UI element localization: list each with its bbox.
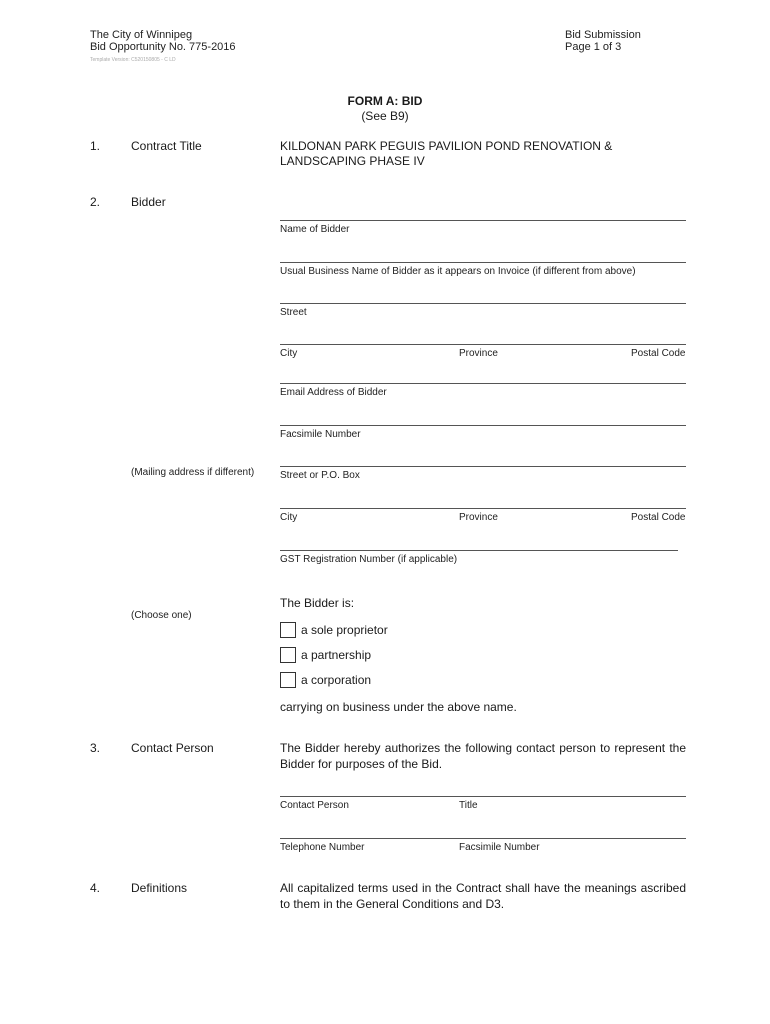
business-name-line[interactable] — [280, 262, 686, 263]
contract-title-line-2: LANDSCAPING PHASE IV — [280, 154, 425, 168]
email-line[interactable] — [280, 383, 686, 384]
sole-proprietor-label: a sole proprietor — [301, 623, 388, 637]
section-1-number: 1. — [90, 139, 101, 153]
mailing-postal-code-label: Postal Code — [631, 512, 686, 523]
partnership-checkbox[interactable] — [280, 647, 296, 663]
telephone-line[interactable] — [280, 838, 686, 839]
contact-fax-label: Facsimile Number — [459, 842, 540, 853]
business-name-label: Usual Business Name of Bidder as it appears on Invoice (if different from above) — [280, 266, 636, 277]
mailing-address-note: (Mailing address if different) — [131, 467, 255, 478]
section-4-number: 4. — [90, 881, 101, 895]
gst-label: GST Registration Number (if applicable) — [280, 554, 458, 565]
contact-person-text: The Bidder hereby authorizes the following contact person to represent the Bidder for purposes of the Bid. — [280, 741, 686, 771]
choose-one-note: (Choose one) — [131, 610, 192, 621]
form-title: FORM A: BID — [347, 94, 423, 108]
postal-code-label: Postal Code — [631, 348, 686, 359]
form-subtitle: (See B9) — [361, 109, 409, 123]
sole-proprietor-checkbox[interactable] — [280, 622, 296, 638]
section-2-number: 2. — [90, 195, 101, 209]
mailing-city-line[interactable] — [280, 508, 686, 509]
template-version: Template Version: C520150805 - C LD — [90, 57, 176, 63]
city-line[interactable] — [280, 344, 686, 345]
header-page: Page 1 of 3 — [565, 41, 622, 53]
email-label: Email Address of Bidder — [280, 387, 387, 398]
section-4-label: Definitions — [131, 881, 188, 895]
corporation-checkbox[interactable] — [280, 672, 296, 688]
province-label: Province — [459, 348, 498, 359]
mailing-street-line[interactable] — [280, 466, 686, 467]
bidder-is-text: The Bidder is: — [280, 596, 355, 610]
telephone-label: Telephone Number — [280, 842, 365, 853]
carrying-on-business-text: carrying on business under the above name. — [280, 700, 517, 714]
street-label: Street — [280, 307, 307, 318]
bidder-name-line[interactable] — [280, 220, 686, 221]
section-1-label: Contract Title — [131, 139, 202, 153]
contact-person-line[interactable] — [280, 796, 686, 797]
section-3-label: Contact Person — [131, 741, 214, 755]
contact-title-label: Title — [459, 800, 478, 811]
mailing-city-label: City — [280, 512, 298, 523]
mailing-street-label: Street or P.O. Box — [280, 470, 360, 481]
gst-line[interactable] — [280, 550, 678, 551]
corporation-label: a corporation — [301, 673, 372, 687]
header-doc-name: Bid Submission — [565, 29, 641, 41]
city-label: City — [280, 348, 298, 359]
partnership-label: a partnership — [301, 648, 372, 662]
header-org: The City of Winnipeg — [90, 29, 193, 41]
street-line[interactable] — [280, 303, 686, 304]
section-2-label: Bidder — [131, 195, 166, 209]
contact-person-label: Contact Person — [280, 800, 349, 811]
fax-label: Facsimile Number — [280, 429, 361, 440]
bidder-name-label: Name of Bidder — [280, 224, 350, 235]
contract-title-line-1: KILDONAN PARK PEGUIS PAVILION POND RENOVATION & — [280, 139, 613, 153]
fax-line[interactable] — [280, 425, 686, 426]
definitions-text: All capitalized terms used in the Contract shall have the meanings ascribed to them in the General Conditions and D3. — [280, 881, 686, 911]
header-opportunity: Bid Opportunity No. 775-2016 — [90, 41, 236, 53]
section-3-number: 3. — [90, 741, 101, 755]
mailing-province-label: Province — [459, 512, 498, 523]
